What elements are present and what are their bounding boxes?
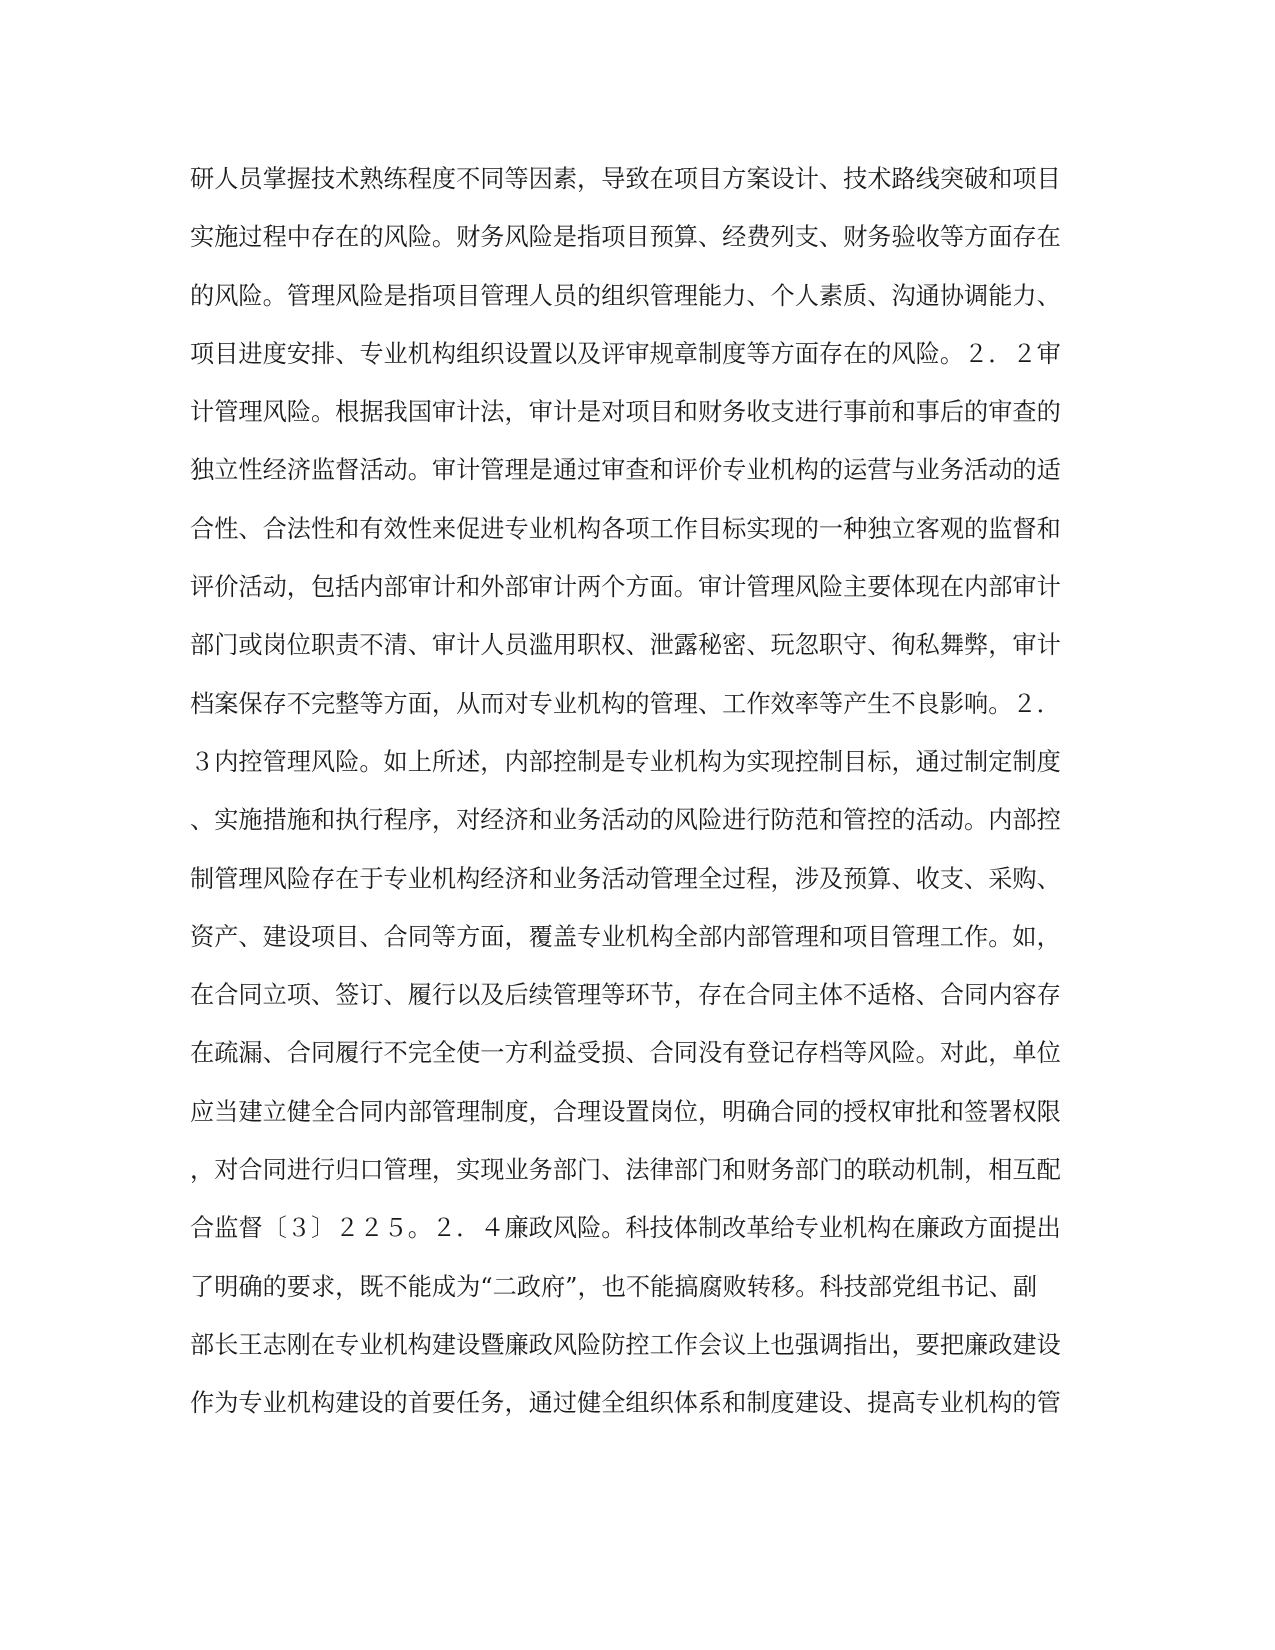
- text-line: 部门或岗位职责不清、审计人员滥用职权、泄露秘密、玩忽职守、徇私舞弊，审计: [190, 631, 1061, 660]
- text-line: 合监督〔３〕２２５。２．４廉政风险。科技体制改革给专业机构在廉政方面提出: [190, 1214, 1061, 1243]
- text-line: 部长王志刚在专业机构建设暨廉政风险防控工作会议上也强调指出，要把廉政建设: [190, 1330, 1061, 1359]
- text-line: 的风险。管理风险是指项目管理人员的组织管理能力、个人素质、沟通协调能力、: [190, 281, 1061, 310]
- text-line: 作为专业机构建设的首要任务，通过健全组织体系和制度建设、提高专业机构的管: [190, 1389, 1061, 1418]
- text-line: 合性、合法性和有效性来促进专业机构各项工作目标实现的一种独立客观的监督和: [190, 514, 1061, 543]
- body-text: [190, 150, 1095, 1433]
- text-line: ，对合同进行归口管理，实现业务部门、法律部门和财务部门的联动机制，相互配: [190, 1156, 1061, 1185]
- text-line: 了明确的要求，既不能成为“二政府”，也不能搞腐败转移。科技部党组书记、副: [190, 1272, 1038, 1301]
- text-line: 档案保存不完整等方面，从而对专业机构的管理、工作效率等产生不良影响。２．: [190, 689, 1061, 718]
- text-line: 资产、建设项目、合同等方面，覆盖专业机构全部内部管理和项目管理工作。如，: [190, 922, 1061, 951]
- text-line: 应当建立健全合同内部管理制度，合理设置岗位，明确合同的授权审批和签署权限: [190, 1097, 1061, 1126]
- text-line: 独立性经济监督活动。审计管理是通过审查和评价专业机构的运营与业务活动的适: [190, 456, 1061, 485]
- text-line: 评价活动，包括内部审计和外部审计两个方面。审计管理风险主要体现在内部审计: [190, 573, 1061, 602]
- text-line: 、实施措施和执行程序，对经济和业务活动的风险进行防范和管控的活动。内部控: [190, 806, 1061, 835]
- text-line: 研人员掌握技术熟练程度不同等因素，导致在项目方案设计、技术路线突破和项目: [190, 165, 1061, 193]
- text-line: 在疏漏、合同履行不完全使一方利益受损、合同没有登记存档等风险。对此，单位: [190, 1039, 1061, 1068]
- text-line: ３内控管理风险。如上所述，内部控制是专业机构为实现控制目标，通过制定制度: [190, 747, 1061, 776]
- text-line: 计管理风险。根据我国审计法，审计是对项目和财务收支进行事前和事后的审查的: [190, 398, 1061, 427]
- text-line: 项目进度安排、专业机构组织设置以及评审规章制度等方面存在的风险。２．２审: [190, 339, 1061, 368]
- text-line: 实施过程中存在的风险。财务风险是指项目预算、经费列支、财务验收等方面存在: [190, 223, 1061, 252]
- text-line: 在合同立项、签订、履行以及后续管理等环节，存在合同主体不适格、合同内容存: [190, 981, 1061, 1010]
- text-line: 制管理风险存在于专业机构经济和业务活动管理全过程，涉及预算、收支、采购、: [190, 864, 1061, 893]
